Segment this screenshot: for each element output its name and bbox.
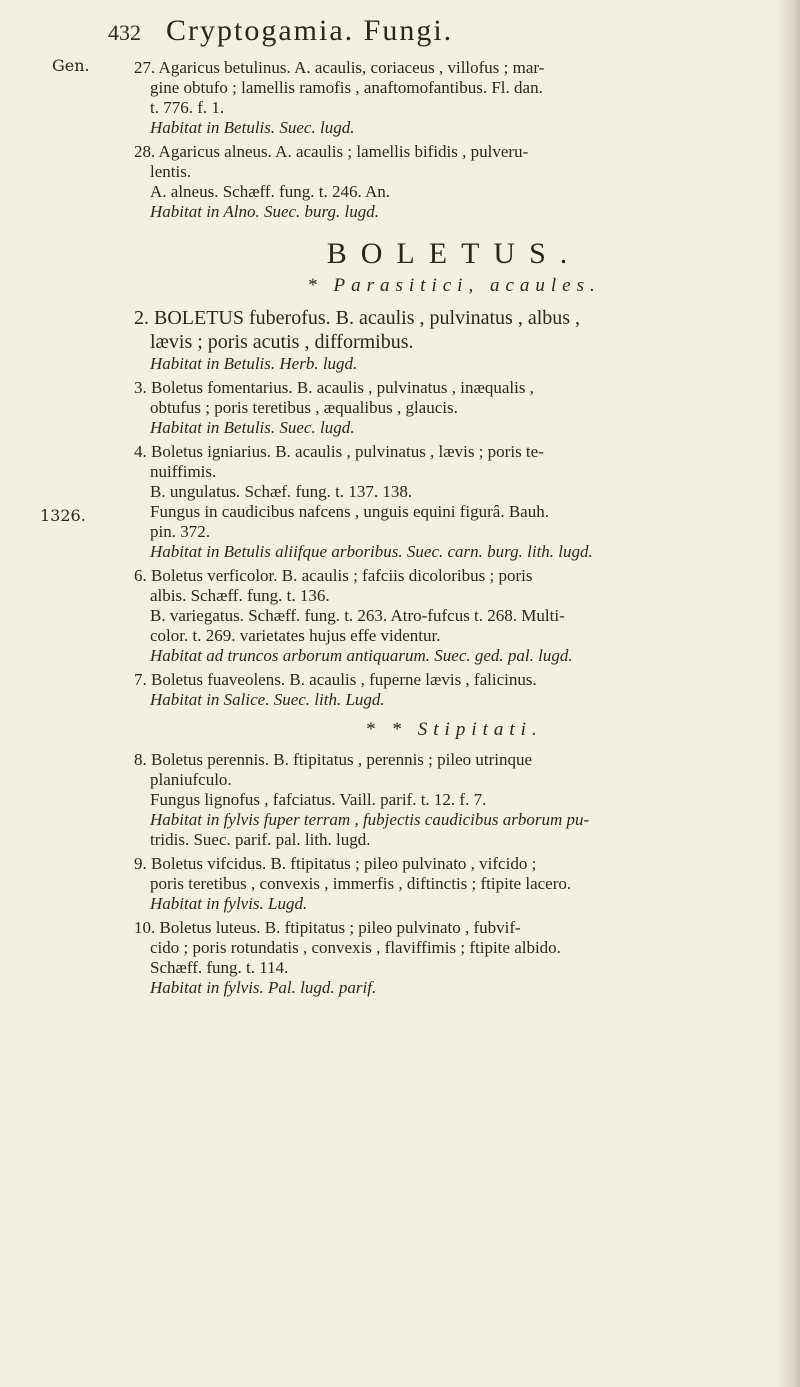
entry-line: color. t. 269. varietates hujus effe videntur. [150, 626, 441, 645]
entries-agaricus [134, 58, 774, 222]
entry-line: 3. Boletus fomentarius. B. acaulis , pulvinatus , inæqualis , [134, 378, 534, 397]
page-header [108, 14, 748, 50]
entry-line: albis. Schæff. fung. t. 136. [150, 586, 330, 605]
entry-line: Habitat in Betulis aliifque arboribus. Suec. carn. burg. lith. lugd. [150, 542, 593, 561]
entries-stipitati [134, 750, 774, 998]
catalog-entry [134, 918, 774, 998]
entry-line: planiufculo. [150, 770, 232, 789]
entry-line: 4. Boletus igniarius. B. acaulis , pulvinatus , lævis ; poris te- [134, 442, 544, 461]
catalog-entry [134, 58, 774, 138]
entry-line: 8. Boletus perennis. B. ftipitatus , perennis ; pileo utrinque [134, 750, 533, 769]
catalog-entry [134, 142, 774, 222]
page-number: 432 [108, 20, 141, 45]
entry-line: lentis. [150, 162, 192, 181]
entry-line: 9. Boletus vifcidus. B. ftipitatus ; pileo pulvinato , vifcido ; [134, 854, 537, 873]
catalog-entry [134, 750, 774, 850]
entry-line: Fungus in caudicibus nafcens , unguis equini figurâ. Bauh. [150, 502, 549, 521]
entry-line: A. alneus. Schæff. fung. t. 246. An. [150, 182, 391, 201]
entry-line: Habitat in fylvis fuper terram , fubjectis caudicibus arborum pu- [150, 810, 590, 829]
entry-line: Habitat in Alno. Suec. burg. lugd. [150, 202, 380, 221]
entry-line: Habitat in fylvis. Pal. lugd. parif. [150, 978, 377, 997]
entry-line: lævis ; poris acutis , difformibus. [150, 331, 414, 353]
entry-line: B. ungulatus. Schæf. fung. t. 137. 138. [150, 482, 413, 501]
running-head: Cryptogamia. Fungi. [166, 14, 454, 47]
entry-line: 28. Agaricus alneus. A. acaulis ; lamellis bifidis , pulveru- [134, 142, 529, 161]
page-body [134, 58, 774, 1002]
catalog-entry [134, 306, 774, 374]
entry-line: 6. Boletus verficolor. B. acaulis ; fafciis dicoloribus ; poris [134, 566, 533, 585]
margin-side-number: 1326. [40, 506, 86, 525]
entry-line: tridis. Suec. parif. pal. lith. lugd. [150, 830, 371, 849]
margin-gen-mark: Gen. [52, 56, 90, 75]
entry-line: t. 776. f. 1. [150, 98, 225, 117]
page-edge-shadow [774, 0, 800, 1387]
genus-title: BOLETUS. [326, 237, 582, 270]
section-title-stipitati: * * Stipitati. [365, 719, 543, 740]
entry-line: Habitat in Betulis. Suec. lugd. [150, 418, 355, 437]
catalog-entry [134, 854, 774, 914]
entry-line: Habitat ad truncos arborum antiquarum. Suec. ged. pal. lugd. [150, 646, 573, 665]
section-title-parasitici: * Parasitici, acaules. [307, 275, 601, 296]
catalog-entry [134, 670, 774, 710]
entry-line: cido ; poris rotundatis , convexis , flaviffimis ; ftipite albido. [150, 938, 561, 957]
catalog-entry [134, 566, 774, 666]
entry-line: 7. Boletus fuaveolens. B. acaulis , fuperne lævis , falicinus. [134, 670, 537, 689]
entry-line: Fungus lignofus , fafciatus. Vaill. parif. t. 12. f. 7. [150, 790, 487, 809]
entry-line: Habitat in Salice. Suec. lith. Lugd. [150, 690, 385, 709]
entry-line: poris teretibus , convexis , immerfis , diftinctis ; ftipite lacero. [150, 874, 572, 893]
entry-line: nuiffimis. [150, 462, 217, 481]
entries-parasitici [134, 306, 774, 710]
catalog-entry [134, 378, 774, 438]
entry-line: pin. 372. [150, 522, 210, 541]
entry-line: obtufus ; poris teretibus , æqualibus , glaucis. [150, 398, 458, 417]
entry-line: Habitat in Betulis. Herb. lugd. [150, 354, 358, 373]
entry-line: 27. Agaricus betulinus. A. acaulis, coriaceus , villofus ; mar- [134, 58, 545, 77]
entry-line: Schæff. fung. t. 114. [150, 958, 289, 977]
entry-line: B. variegatus. Schæff. fung. t. 263. Atro-fufcus t. 268. Multi- [150, 606, 565, 625]
entry-line: Habitat in Betulis. Suec. lugd. [150, 118, 355, 137]
entry-line: 10. Boletus luteus. B. ftipitatus ; pileo pulvinato , fubvif- [134, 918, 521, 937]
entry-line: gine obtufo ; lamellis ramofis , anaftomofantibus. Fl. dan. [150, 78, 543, 97]
catalog-entry [134, 442, 774, 562]
entry-line: Habitat in fylvis. Lugd. [150, 894, 308, 913]
entry-line: 2. BOLETUS fuberofus. B. acaulis , pulvinatus , albus , [134, 307, 581, 329]
